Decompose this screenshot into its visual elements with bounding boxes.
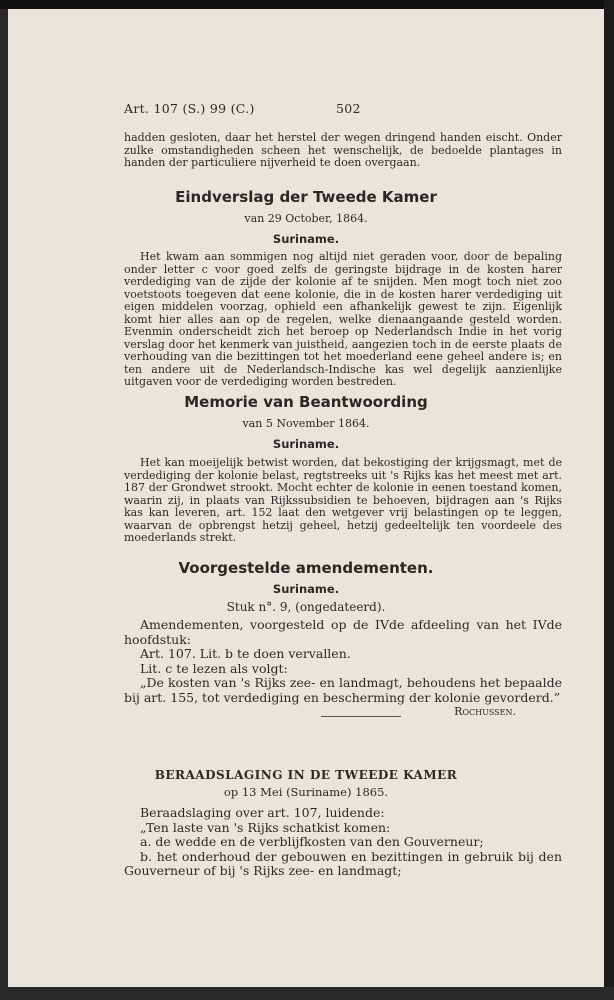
beraadslaging-line: b. het onderhoud der gebouwen en bezittingen in gebruik bij den Gouverneur of bij 's Rijks zee- en landmagt; bbox=[124, 848, 562, 878]
section-title-beraadslaging: BERAADSLAGING IN DE TWEEDE KAMER bbox=[154, 768, 458, 782]
page-header bbox=[124, 101, 534, 116]
beraadslaging-line: „Ten laste van 's Rijks schatkist komen: bbox=[140, 819, 391, 835]
document-page bbox=[8, 9, 604, 987]
signature-rochussen: Rochussen. bbox=[454, 705, 516, 718]
page-number: 502 bbox=[336, 101, 361, 116]
section-subtitle-suriname: Suriname. bbox=[272, 437, 340, 451]
bottom-strip bbox=[0, 987, 614, 1000]
amendement-line: „De kosten van 's Rijks zee- en landmagt, behoudens het bepaalde bij art. 155, tot verdediging en bescherming der kolonie gevorderd.” bbox=[124, 675, 562, 705]
right-margin-strip bbox=[604, 0, 614, 1000]
section-divider bbox=[321, 716, 401, 717]
beraadslaging-block bbox=[124, 806, 562, 879]
stuk-reference: Stuk n°. 9, (ongedateerd). bbox=[226, 600, 386, 614]
article-reference: Art. 107 (S.) 99 (C.) bbox=[124, 101, 255, 116]
eindverslag-paragraph: Het kwam aan sommigen nog altijd niet geraden voor, door de bepaling onder letter c voor goed zelfs de geringste bijdrage in de kosten harer verdediging van de zijde der kolonie af te snijden. Men mogt toch niet zoo voetstoots toegeven dat eene kolonie, die in de kosten harer verdediging uit eigen middelen voorzag, ophield een afhankelijk gewest te zijn. Eigenlijk komt hier alles aan op de regelen, welke dienaangaande gesteld worden. Evenmin onderscheidt zich het beroep op Nederlandsch Indie in het vorig verslag door het kenmerk van juistheid, aangezien toch in de eerste plaats de verhouding van die bezittingen tot het moederland eene geheel andere is; en ten andere uit de Nederlandsch-Indische kas wel degelijk aanzienlijke uitgaven voor de verdediging worden bestreden. bbox=[124, 250, 562, 388]
amendement-line: Art. 107. Lit. b te doen vervallen. bbox=[140, 646, 351, 661]
amendement-line: Lit. c te lezen als volgt: bbox=[140, 660, 288, 676]
section-subtitle-suriname: Suriname. bbox=[272, 232, 340, 246]
intro-paragraph: hadden gesloten, daar het herstel der wegen dringend handen eischt. Onder zulke omstandigheden scheen het wenschelijk, de bedoelde plantages in handen der particuliere nijverheid te doen overgaan. bbox=[124, 131, 562, 169]
section-date-memorie: van 5 November 1864. bbox=[242, 417, 370, 430]
beraadslaging-line: Beraadslaging over art. 107, luidende: bbox=[140, 805, 385, 820]
window-top-bar bbox=[0, 0, 614, 9]
beraadslaging-line: a. de wedde en de verblijfkosten van den Gouverneur; bbox=[140, 834, 484, 849]
amendement-line: Amendementen, voorgesteld op de IVde afdeeling van het IVde hoofdstuk: bbox=[124, 617, 562, 647]
section-date-beraadslaging: op 13 Mei (Suriname) 1865. bbox=[223, 785, 389, 799]
memorie-paragraph: Het kan moeijelijk betwist worden, dat bekostiging der krijgsmagt, met de verdediging der kolonie belast, regtstreeks uit 's Rijks kas het meest met art. 187 der Grondwet strookt. Mocht echter de kolonie in eenen toestand komen, waarin zij, in plaats van Rijkssubsidien te behoeven, bijdragen aan 's Rijks kas kan leveren, art. 152 laat den wetgever vrij belastingen op te leggen, waarvan de opbrengst hetzij geheel, hetzij gedeeltelijk ten voordeele des moederlands strekt. bbox=[124, 456, 562, 544]
amendement-block bbox=[124, 618, 562, 705]
section-subtitle-suriname: Suriname. bbox=[272, 582, 340, 596]
section-title-memorie: Memorie van Beantwoording bbox=[184, 393, 428, 411]
section-title-amendementen: Voorgestelde amendementen. bbox=[178, 559, 434, 577]
section-title-eindverslag: Eindverslag der Tweede Kamer bbox=[175, 188, 437, 206]
section-date-eindverslag: van 29 October, 1864. bbox=[244, 212, 368, 225]
